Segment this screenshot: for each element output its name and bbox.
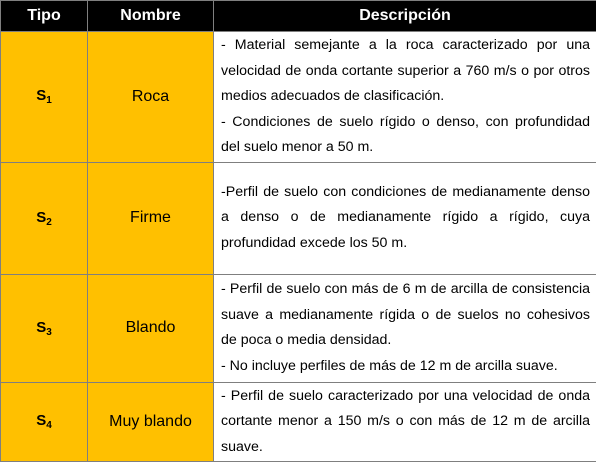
header-row [1, 1, 596, 32]
tipo-cell [1, 32, 88, 163]
descripcion-line: - Perfil de suelo con más de 6 m de arcilla de consistencia suave a medianamente rígida o de suelos no cohesivos de poca o media densidad. [221, 277, 590, 354]
descripcion-line: - Perfil de suelo caracterizado por una velocidad de onda cortante menor a 150 m/s o con más de 12 m de arcilla suave. [221, 384, 590, 461]
descripcion-line: - Material semejante a la roca caracterizado por una velocidad de onda cortante superior a 760 m/s o por otros medios adecuados de clasificación. [221, 33, 590, 110]
descripcion-line: -Perfil de suelo con condiciones de medianamente denso a denso o de medianamente rígido a rígido, cuya profundidad excede los 50 m. [221, 180, 590, 257]
descripcion-cell [214, 162, 596, 274]
table-row [1, 162, 596, 274]
header-descripcion: Descripción [214, 1, 596, 32]
tipo-subscript: 2 [46, 217, 52, 228]
tipo-cell [1, 382, 88, 462]
table-row [1, 274, 596, 382]
header-tipo: Tipo [1, 1, 88, 32]
tipo-cell [1, 274, 88, 382]
descripcion-line: - No incluye perfiles de más de 12 m de arcilla suave. [221, 354, 590, 380]
nombre-cell: Muy blando [88, 382, 214, 462]
tipo-letter: S [36, 87, 46, 104]
tipo-letter: S [36, 412, 46, 429]
descripcion-cell [214, 32, 596, 163]
table-row [1, 382, 596, 462]
tipo-cell [1, 162, 88, 274]
descripcion-cell [214, 382, 596, 462]
nombre-cell: Firme [88, 162, 214, 274]
descripcion-cell [214, 274, 596, 382]
tipo-letter: S [36, 209, 46, 226]
nombre-cell: Roca [88, 32, 214, 163]
tipo-subscript: 3 [46, 327, 52, 338]
nombre-cell: Blando [88, 274, 214, 382]
descripcion-line: - Condiciones de suelo rígido o denso, con profundidad del suelo menor a 50 m. [221, 110, 590, 161]
tipo-letter: S [36, 319, 46, 336]
table-row [1, 32, 596, 163]
tipo-subscript: 1 [46, 95, 52, 106]
header-nombre: Nombre [88, 1, 214, 32]
tipo-subscript: 4 [46, 420, 52, 431]
